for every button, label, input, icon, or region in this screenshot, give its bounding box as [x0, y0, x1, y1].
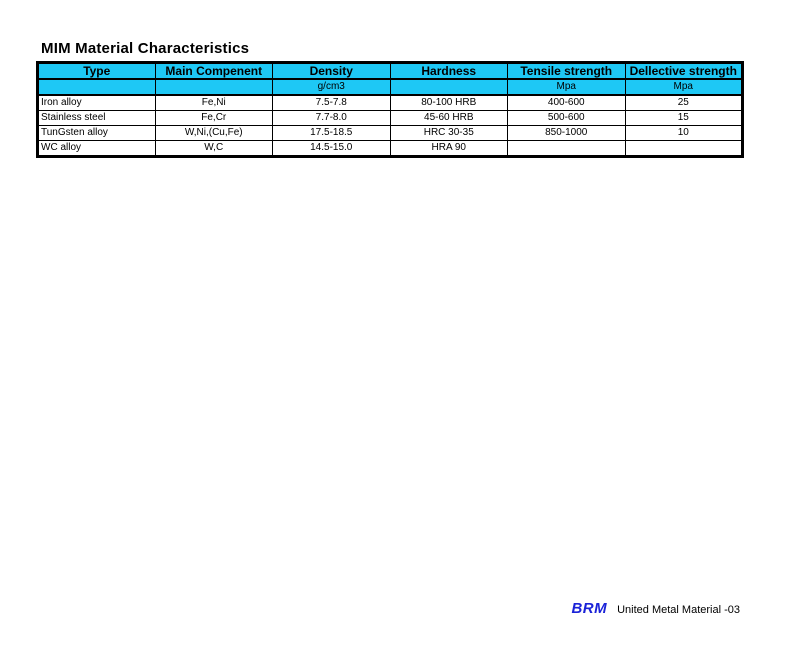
table-cell: W,C [155, 141, 273, 157]
unit-cell: Mpa [625, 79, 743, 95]
unit-cell [155, 79, 273, 95]
table-cell [625, 141, 743, 157]
table-cell: 15 [625, 111, 743, 126]
unit-cell [390, 79, 508, 95]
table-cell: Iron alloy [38, 95, 156, 111]
table-cell: 25 [625, 95, 743, 111]
table-row [38, 111, 743, 126]
table-cell: 400-600 [508, 95, 626, 111]
table-cell: WC alloy [38, 141, 156, 157]
column-header-dellective-strength: Dellective strength [625, 63, 743, 80]
brand-logo: BRM [571, 600, 608, 617]
table-cell [508, 141, 626, 157]
table-cell: Stainless steel [38, 111, 156, 126]
unit-cell: Mpa [508, 79, 626, 95]
column-header-tensile-strength: Tensile strength [508, 63, 626, 80]
material-table [36, 61, 744, 158]
table-cell: 7.7-8.0 [273, 111, 391, 126]
table-cell: 500-600 [508, 111, 626, 126]
table-header-row [38, 63, 743, 80]
table-cell: W,Ni,(Cu,Fe) [155, 126, 273, 141]
table-row [38, 141, 743, 157]
table-row [38, 95, 743, 111]
footer-text: United Metal Material -03 [617, 604, 740, 616]
column-header-main-component: Main Compenent [155, 63, 273, 80]
column-header-hardness: Hardness [390, 63, 508, 80]
column-header-density: Density [273, 63, 391, 80]
table-cell: 850-1000 [508, 126, 626, 141]
table-cell: 10 [625, 126, 743, 141]
table-cell: Fe,Ni [155, 95, 273, 111]
table-cell: 17.5-18.5 [273, 126, 391, 141]
table-cell: 14.5-15.0 [273, 141, 391, 157]
table-cell: Fe,Cr [155, 111, 273, 126]
table-cell: 45-60 HRB [390, 111, 508, 126]
page-title: MIM Material Characteristics [41, 40, 250, 57]
unit-cell [38, 79, 156, 95]
table-cell: TunGsten alloy [38, 126, 156, 141]
footer [571, 600, 740, 617]
table-cell: HRA 90 [390, 141, 508, 157]
table-row [38, 126, 743, 141]
table-cell: 80-100 HRB [390, 95, 508, 111]
column-header-type: Type [38, 63, 156, 80]
table-unit-row [38, 79, 743, 95]
unit-cell: g/cm3 [273, 79, 391, 95]
table-cell: 7.5-7.8 [273, 95, 391, 111]
table-cell: HRC 30-35 [390, 126, 508, 141]
